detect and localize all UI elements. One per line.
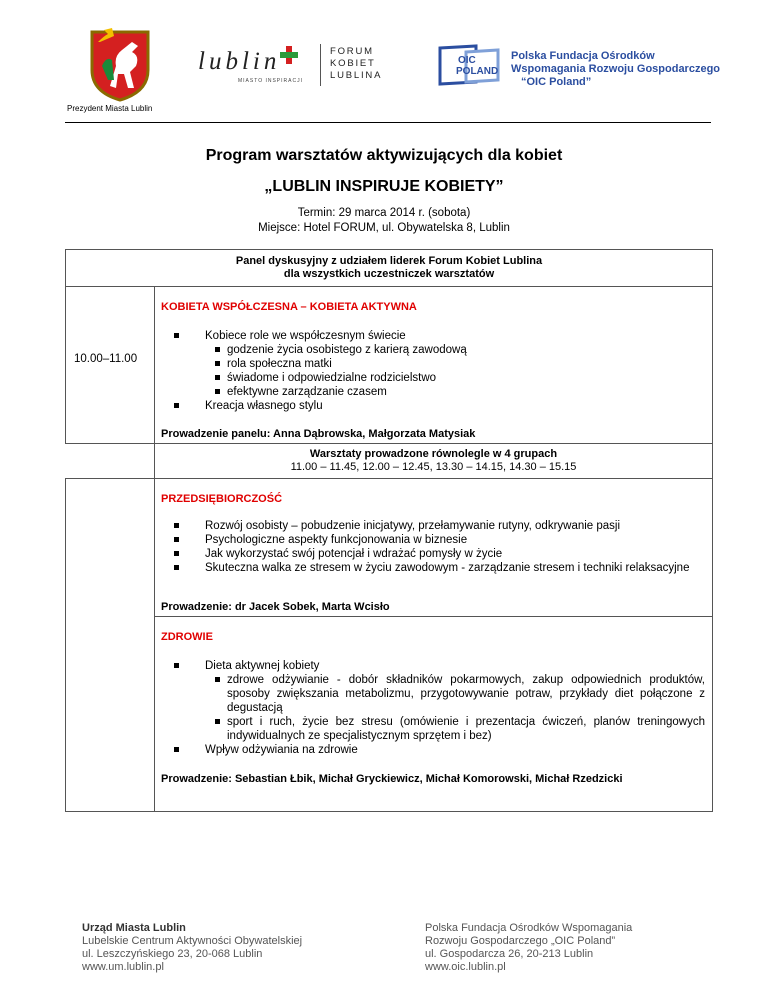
- list-item: Rozwój osobisty – pobudzenie inicjatywy, przełamywanie rutyny, odkrywanie pasji: [161, 519, 705, 533]
- list-item: sport i ruch, życie bez stresu (omówienie i prezentacja ćwiczeń, planów treningowych indywidualnych ze specjalistycznym sprzętem i bez): [205, 715, 705, 743]
- list-item: Kreacja własnego stylu: [161, 399, 701, 413]
- list-item: świadome i odpowiedzialne rodzicielstwo: [205, 371, 701, 385]
- oic-poland-logo: [436, 42, 502, 88]
- list-item: rola społeczna matki: [205, 357, 701, 371]
- footer-right: Polska Fundacja Ośrodków Wspomagania Rozwoju Gospodarczego „OIC Poland” ul. Gospodarcza 26, 20-213 Lublin www.oic.lublin.pl: [425, 922, 633, 973]
- panel-header: Panel dyskusyjny z udziałem liderek Forum Kobiet Lublina dla wszystkich uczestniczek warsztatów: [65, 249, 713, 287]
- workshop-lead: Prowadzenie: dr Jacek Sobek, Marta Wcisło: [161, 601, 390, 613]
- panel-time: 10.00–11.00: [74, 353, 138, 365]
- oic-logo-line2: POLAND: [456, 66, 499, 77]
- logo-divider: [320, 44, 321, 86]
- list-item: Psychologiczne aspekty funkcjonowania w biznesie: [161, 533, 705, 547]
- patron-label: Prezydent Miasta Lublin: [67, 104, 153, 113]
- workshops-time-cell: [65, 478, 155, 812]
- event-place: Miejsce: Hotel FORUM, ul. Obywatelska 8, Lublin: [258, 222, 510, 234]
- list-item: Wpływ odżywiania na zdrowie: [161, 743, 705, 757]
- list-item: Dieta aktywnej kobiety zdrowe odżywianie - dobór składników pokarmowych, zakup odpowiednich produktów, sposoby zwiększania metabolizmu, przygotowywanie potraw, przykłady diet połączone z degustacją sport i ruch, życie bez stresu (omówienie i prezentacja ćwiczeń, planów treningowych indywidualnych ze specjalistycznym sprzętem i bez): [161, 659, 705, 743]
- panel-topics: [161, 329, 701, 413]
- lublin-wordmark: lublin: [198, 48, 281, 75]
- list-item: Skuteczna walka ze stresem w życiu zawodowym - zarządzanie stresem i techniki relaksacyjne: [161, 561, 705, 575]
- panel-content: [154, 286, 713, 444]
- lublin-coat-of-arms-logo: [88, 26, 152, 102]
- list-item: Kobiece role we współczesnym świecie godzenie życia osobistego z karierą zawodową rola społeczna matki świadome i odpowiedzialne rodzicielstwo efektywne zarządzanie czasem: [161, 329, 701, 399]
- list-item: zdrowe odżywianie - dobór składników pokarmowych, zakup odpowiednich produktów, sposoby zwiększania metabolizmu, przygotowywanie potraw, przykłady diet połączone z degustacją: [205, 673, 705, 715]
- list-item: Jak wykorzystać swój potencjał i wdrażać pomysły w życie: [161, 547, 705, 561]
- workshops-header: Warsztaty prowadzone równolegle w 4 grupach 11.00 – 11.45, 12.00 – 12.45, 13.30 – 14.15, 14.30 – 15.15: [154, 443, 713, 479]
- workshop-health: [154, 616, 713, 812]
- lublin-city-logo: [198, 46, 318, 86]
- panel-lead: Prowadzenie panelu: Anna Dąbrowska, Małgorzata Matysiak: [161, 428, 476, 440]
- workshop-topics: [161, 519, 705, 575]
- footer-left: Urząd Miasta Lublin Lubelskie Centrum Aktywności Obywatelskiej ul. Leszczyńskiego 23, 20-068 Lublin www.um.lublin.pl: [82, 922, 303, 973]
- event-details: [0, 206, 768, 236]
- workshop-title: PRZEDSIĘBIORCZOŚĆ: [161, 493, 283, 505]
- panel-time-cell: [65, 286, 155, 444]
- workshop-entrepreneurship: [154, 478, 713, 617]
- header-rule: [65, 122, 711, 123]
- list-item: efektywne zarządzanie czasem: [205, 385, 701, 399]
- oic-foundation-name: Polska Fundacja Ośrodków Wspomagania Rozwoju Gospodarczego “OIC Poland”: [511, 50, 721, 88]
- lublin-tagline: MIASTO INSPIRACJI: [238, 78, 303, 84]
- page-title: Program warsztatów aktywizujących dla kobiet: [205, 147, 563, 164]
- forum-kobiet-logo: FORUM KOBIET LUBLINA: [330, 46, 383, 81]
- event-name: „LUBLIN INSPIRUJE KOBIETY”: [264, 178, 504, 195]
- list-item: godzenie życia osobistego z karierą zawodową: [205, 343, 701, 357]
- workshop-title: ZDROWIE: [161, 631, 213, 643]
- workshop-lead: Prowadzenie: Sebastian Łbik, Michał Gryckiewicz, Michał Komorowski, Michał Rzedzicki: [161, 773, 623, 785]
- lublin-cross-icon: [280, 46, 298, 64]
- event-date: Termin: 29 marca 2014 r. (sobota): [297, 207, 471, 219]
- workshop-topics: [161, 659, 705, 757]
- panel-section-title: KOBIETA WSPÓŁCZESNA – KOBIETA AKTYWNA: [161, 301, 417, 313]
- oic-logo-line1: OIC: [458, 55, 476, 66]
